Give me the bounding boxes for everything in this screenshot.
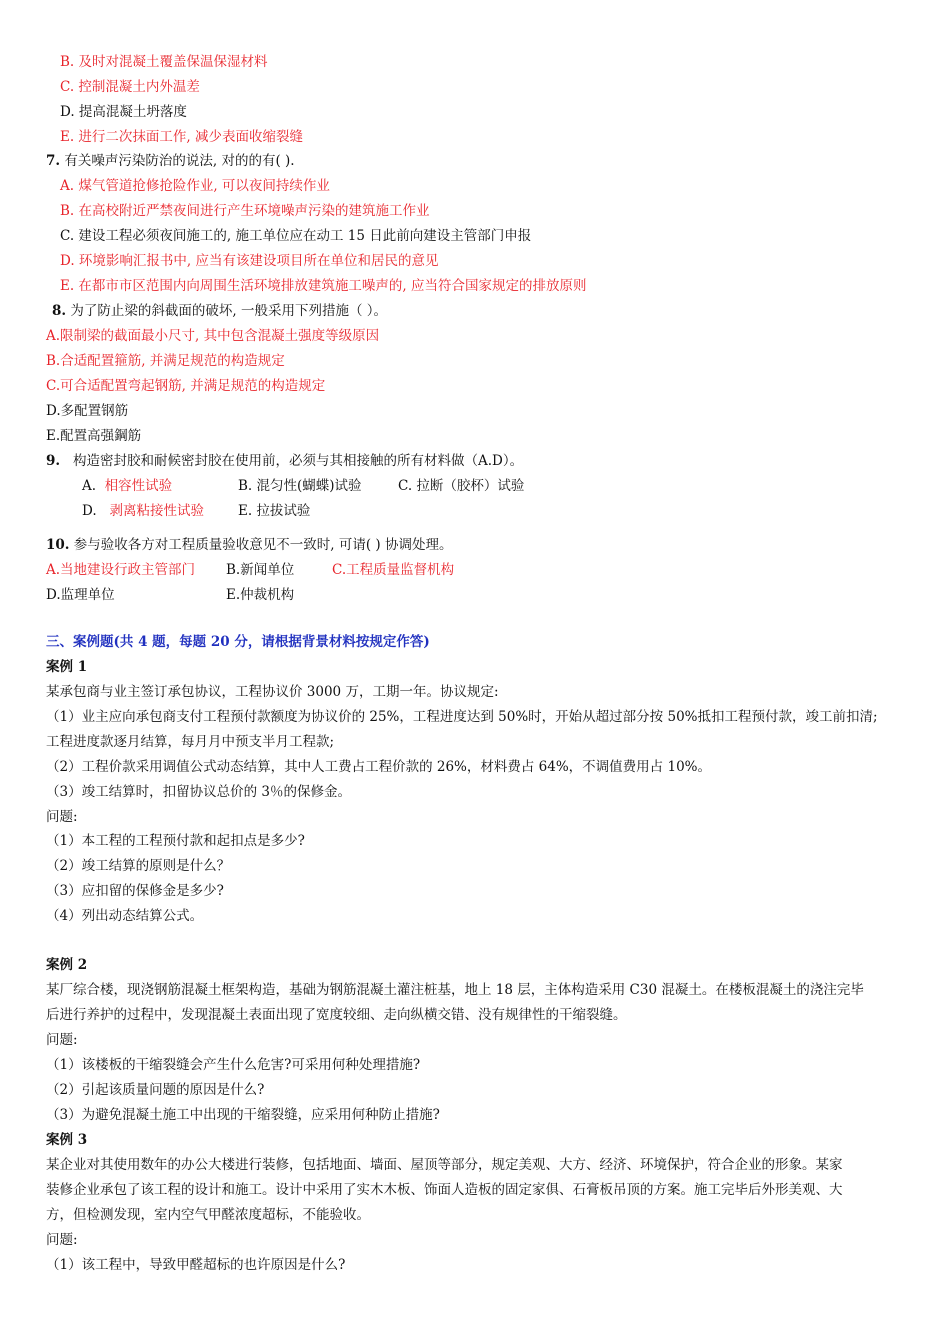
case1-question-3: （3）应扣留的保修金是多少? (46, 883, 224, 899)
case1-clause-3: （3）竣工结算时，扣留协议总价的 3％的保修金。 (46, 784, 351, 800)
q10-option-b: B.新闻单位 (226, 562, 295, 578)
q8-option-e: E.配置高强鋼筋 (46, 428, 142, 444)
q10-option-c: C.工程质量监督机构 (332, 562, 455, 578)
q7-option-b: B. 在高校附近严禁夜间进行产生环境噪声污染的建筑施工作业 (60, 203, 430, 219)
q10-option-d: D.监理单位 (46, 587, 115, 603)
q9-number: 9. (46, 453, 61, 469)
q10-option-a: A.当地建设行政主管部门 (46, 562, 196, 578)
q10-option-e: E.仲裁机构 (226, 587, 295, 603)
case1-question-1: （1）本工程的工程预付款和起扣点是多少? (46, 833, 305, 849)
q9-option-c: C. 拉断（胶杯）试验 (398, 478, 525, 494)
case1-clause-1: （1）业主应向承包商支付工程预付款额度为协议价的 25%，工程进度达到 50%时，开始从超过部分按 50%抵扣工程预付款，竣工前扣清; (46, 709, 878, 725)
q7-question (46, 151, 295, 171)
case3-question-label: 问题: (46, 1232, 78, 1248)
q10-stem: 参与验收各方对工程质量验收意见不一致时, 可请( ) 协调处理。 (73, 537, 453, 553)
case2-question-3: （3）为避免混凝土施工中出现的干缩裂缝，应采用何种防止措施? (46, 1107, 440, 1123)
case3-title: 案例 3 (46, 1132, 88, 1148)
case2-question-2: （2）引起该质量问题的原因是什么? (46, 1082, 265, 1098)
q7-option-d: D. 环境影响汇报书中, 应当有该建设项目所在单位和居民的意见 (60, 253, 439, 269)
q9-option-d (82, 501, 204, 521)
case1-title: 案例 1 (46, 659, 88, 675)
case3-paragraph: 某企业对其使用数年的办公大楼进行装修，包括地面、墙面、屋顶等部分，规定美观、大方、经济、环境保护，符合企业的形象。某家 (46, 1157, 843, 1173)
case1-question-4: （4）列出动态结算公式。 (46, 908, 204, 924)
case2-question-label: 问题: (46, 1032, 78, 1048)
case2-question-1: （1）该楼板的干缩裂缝会产生什么危害?可采用何种处理措施? (46, 1057, 421, 1073)
q8-question (52, 301, 387, 321)
case1-paragraph: 某承包商与业主签订承包协议，工程协议价 3000 万，工期一年。协议规定: (46, 684, 499, 700)
q8-option-b: B.合适配置箍筋, 并满足规范的构造规定 (46, 353, 285, 369)
section-heading-cases: 三、案例题(共 4 题，每题 20 分，请根据背景材料按规定作答) (46, 634, 430, 650)
q7-option-e: E. 在都市市区范围内向周围生活环境排放建筑施工噪声的, 应当符合国家规定的排放原则 (60, 278, 587, 294)
q7-number: 7. (46, 153, 61, 169)
q8-stem: 为了防止梁的斜截面的破坏, 一般采用下列措施（ ）。 (70, 303, 388, 319)
q10-question (46, 535, 453, 555)
q7-option-a: A. 煤气管道抢修抢险作业, 可以夜间持续作业 (60, 178, 330, 194)
q8-option-c: C.可合适配置弯起钢筋, 并满足规范的构造规定 (46, 378, 326, 394)
q10-number: 10. (46, 537, 70, 553)
case1-clause-2: （2）工程价款采用调值公式动态结算，其中人工费占工程价款的 26%，材料费占 64%，不调值费用占 10%。 (46, 759, 711, 775)
q9-option-e: E. 拉拔试验 (238, 503, 311, 519)
case2-paragraph-cont: 后进行养护的过程中，发现混凝土表面出现了宽度较细、走向纵横交错、没有规律性的干缩裂缝。 (46, 1007, 627, 1023)
q8-option-d: D.多配置钢筋 (46, 403, 129, 419)
case2-paragraph: 某厂综合楼，现浇钢筋混凝土框架构造，基础为钢筋混凝土灌注桩基，地上 18 层，主体构造采用 C30 混凝土。在楼板混凝土的浇注完毕 (46, 982, 864, 998)
q6-option-c: C. 控制混凝土内外温差 (60, 79, 200, 95)
case2-title: 案例 2 (46, 957, 88, 973)
q9-option-a-letter: A. (82, 478, 97, 494)
q6-option-d: D. 提高混凝土坍落度 (60, 104, 187, 120)
q9-option-d-text: 剥离粘接性试验 (109, 503, 205, 519)
case3-paragraph-cont-2: 方，但检测发现，室内空气甲醛浓度超标，不能验收。 (46, 1207, 370, 1223)
q8-option-a: A.限制梁的截面最小尺寸, 其中包含混凝土强度等级原因 (46, 328, 380, 344)
q6-option-b: B. 及时对混凝土覆盖保温保湿材料 (60, 54, 268, 70)
q6-option-e: E. 进行二次抹面工作, 减少表面收缩裂缝 (60, 129, 304, 145)
q9-option-a-text: 相容性试验 (104, 478, 173, 494)
q9-option-d-letter: D. (82, 503, 97, 519)
case1-question-2: （2）竣工结算的原则是什么？ (46, 858, 231, 874)
q9-question (46, 451, 523, 471)
case3-question-1: （1）该工程中，导致甲醛超标的也许原因是什么? (46, 1257, 346, 1273)
q8-number: 8. (52, 303, 67, 319)
q7-option-c: C. 建设工程必须夜间施工的, 施工单位应在动工 15 日此前向建设主管部门申报 (60, 228, 532, 244)
case3-paragraph-cont: 装修企业承包了该工程的设计和施工。设计中采用了实木木板、饰面人造板的固定家俱、石膏板吊顶的方案。施工完毕后外形美观、大 (46, 1182, 843, 1198)
case1-question-label: 问题: (46, 809, 78, 825)
q9-option-b: B. 混匀性(蝴蝶)试验 (238, 478, 362, 494)
q9-stem: 构造密封胶和耐候密封胶在使用前，必须与其相接触的所有材料做（A.D）。 (72, 453, 524, 469)
q9-option-a (82, 476, 172, 496)
case1-clause-1-cont: 工程进度款逐月结算，每月月中预支半月工程款; (46, 734, 335, 750)
q7-stem: 有关噪声污染防治的说法, 对的的有( ). (64, 153, 295, 169)
